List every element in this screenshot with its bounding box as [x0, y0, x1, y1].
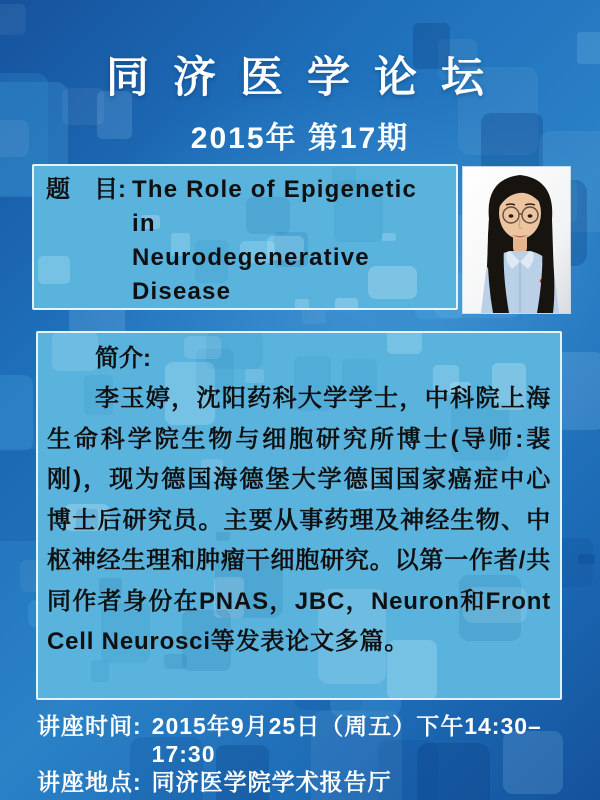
poster-title: 同济医学论坛 [106, 54, 508, 102]
mosaic-tile [0, 375, 33, 451]
lecture-info [37, 712, 600, 796]
mosaic-tile [578, 554, 595, 564]
portrait-svg [463, 167, 570, 313]
topic-title-line2: Neurodegenerative Disease [132, 244, 370, 305]
speaker-photo [463, 167, 570, 313]
venue-label: 讲座地点: [37, 769, 142, 795]
speaker-bio: 李玉婷，沈阳药科大学学士，中科院上海生命科学院生物与细胞研究所博士(导师:裴刚)，现为德国海德堡大学德国国家癌症中心博士后研究员。主要从事药理及神经生物、中枢神经生理和肿瘤干细胞研究。以第一作者/共同作者身份在PNAS，JBC，Neuron和Front Cell Neurosci等发表论文多篇。 [47, 385, 551, 655]
poster-issue: 2015年 第17期 [190, 122, 410, 155]
time-label: 讲座时间: [37, 713, 142, 739]
topic-panel [32, 164, 458, 310]
topic-label: 题 目: [46, 176, 126, 203]
mosaic-tile [0, 4, 26, 35]
intro-panel [36, 331, 562, 700]
topic-title-line1: The Role of Epigenetic in [132, 176, 418, 237]
mosaic-tile [91, 660, 109, 683]
intro-label: 简介: [95, 345, 151, 372]
venue-value: 同济医学院学术报告厅 [151, 769, 392, 795]
speaker-label [46, 309, 132, 310]
speaker-name [132, 309, 448, 310]
time-value: 2015年9月25日（周五）下午14:30–17:30 [151, 713, 542, 767]
